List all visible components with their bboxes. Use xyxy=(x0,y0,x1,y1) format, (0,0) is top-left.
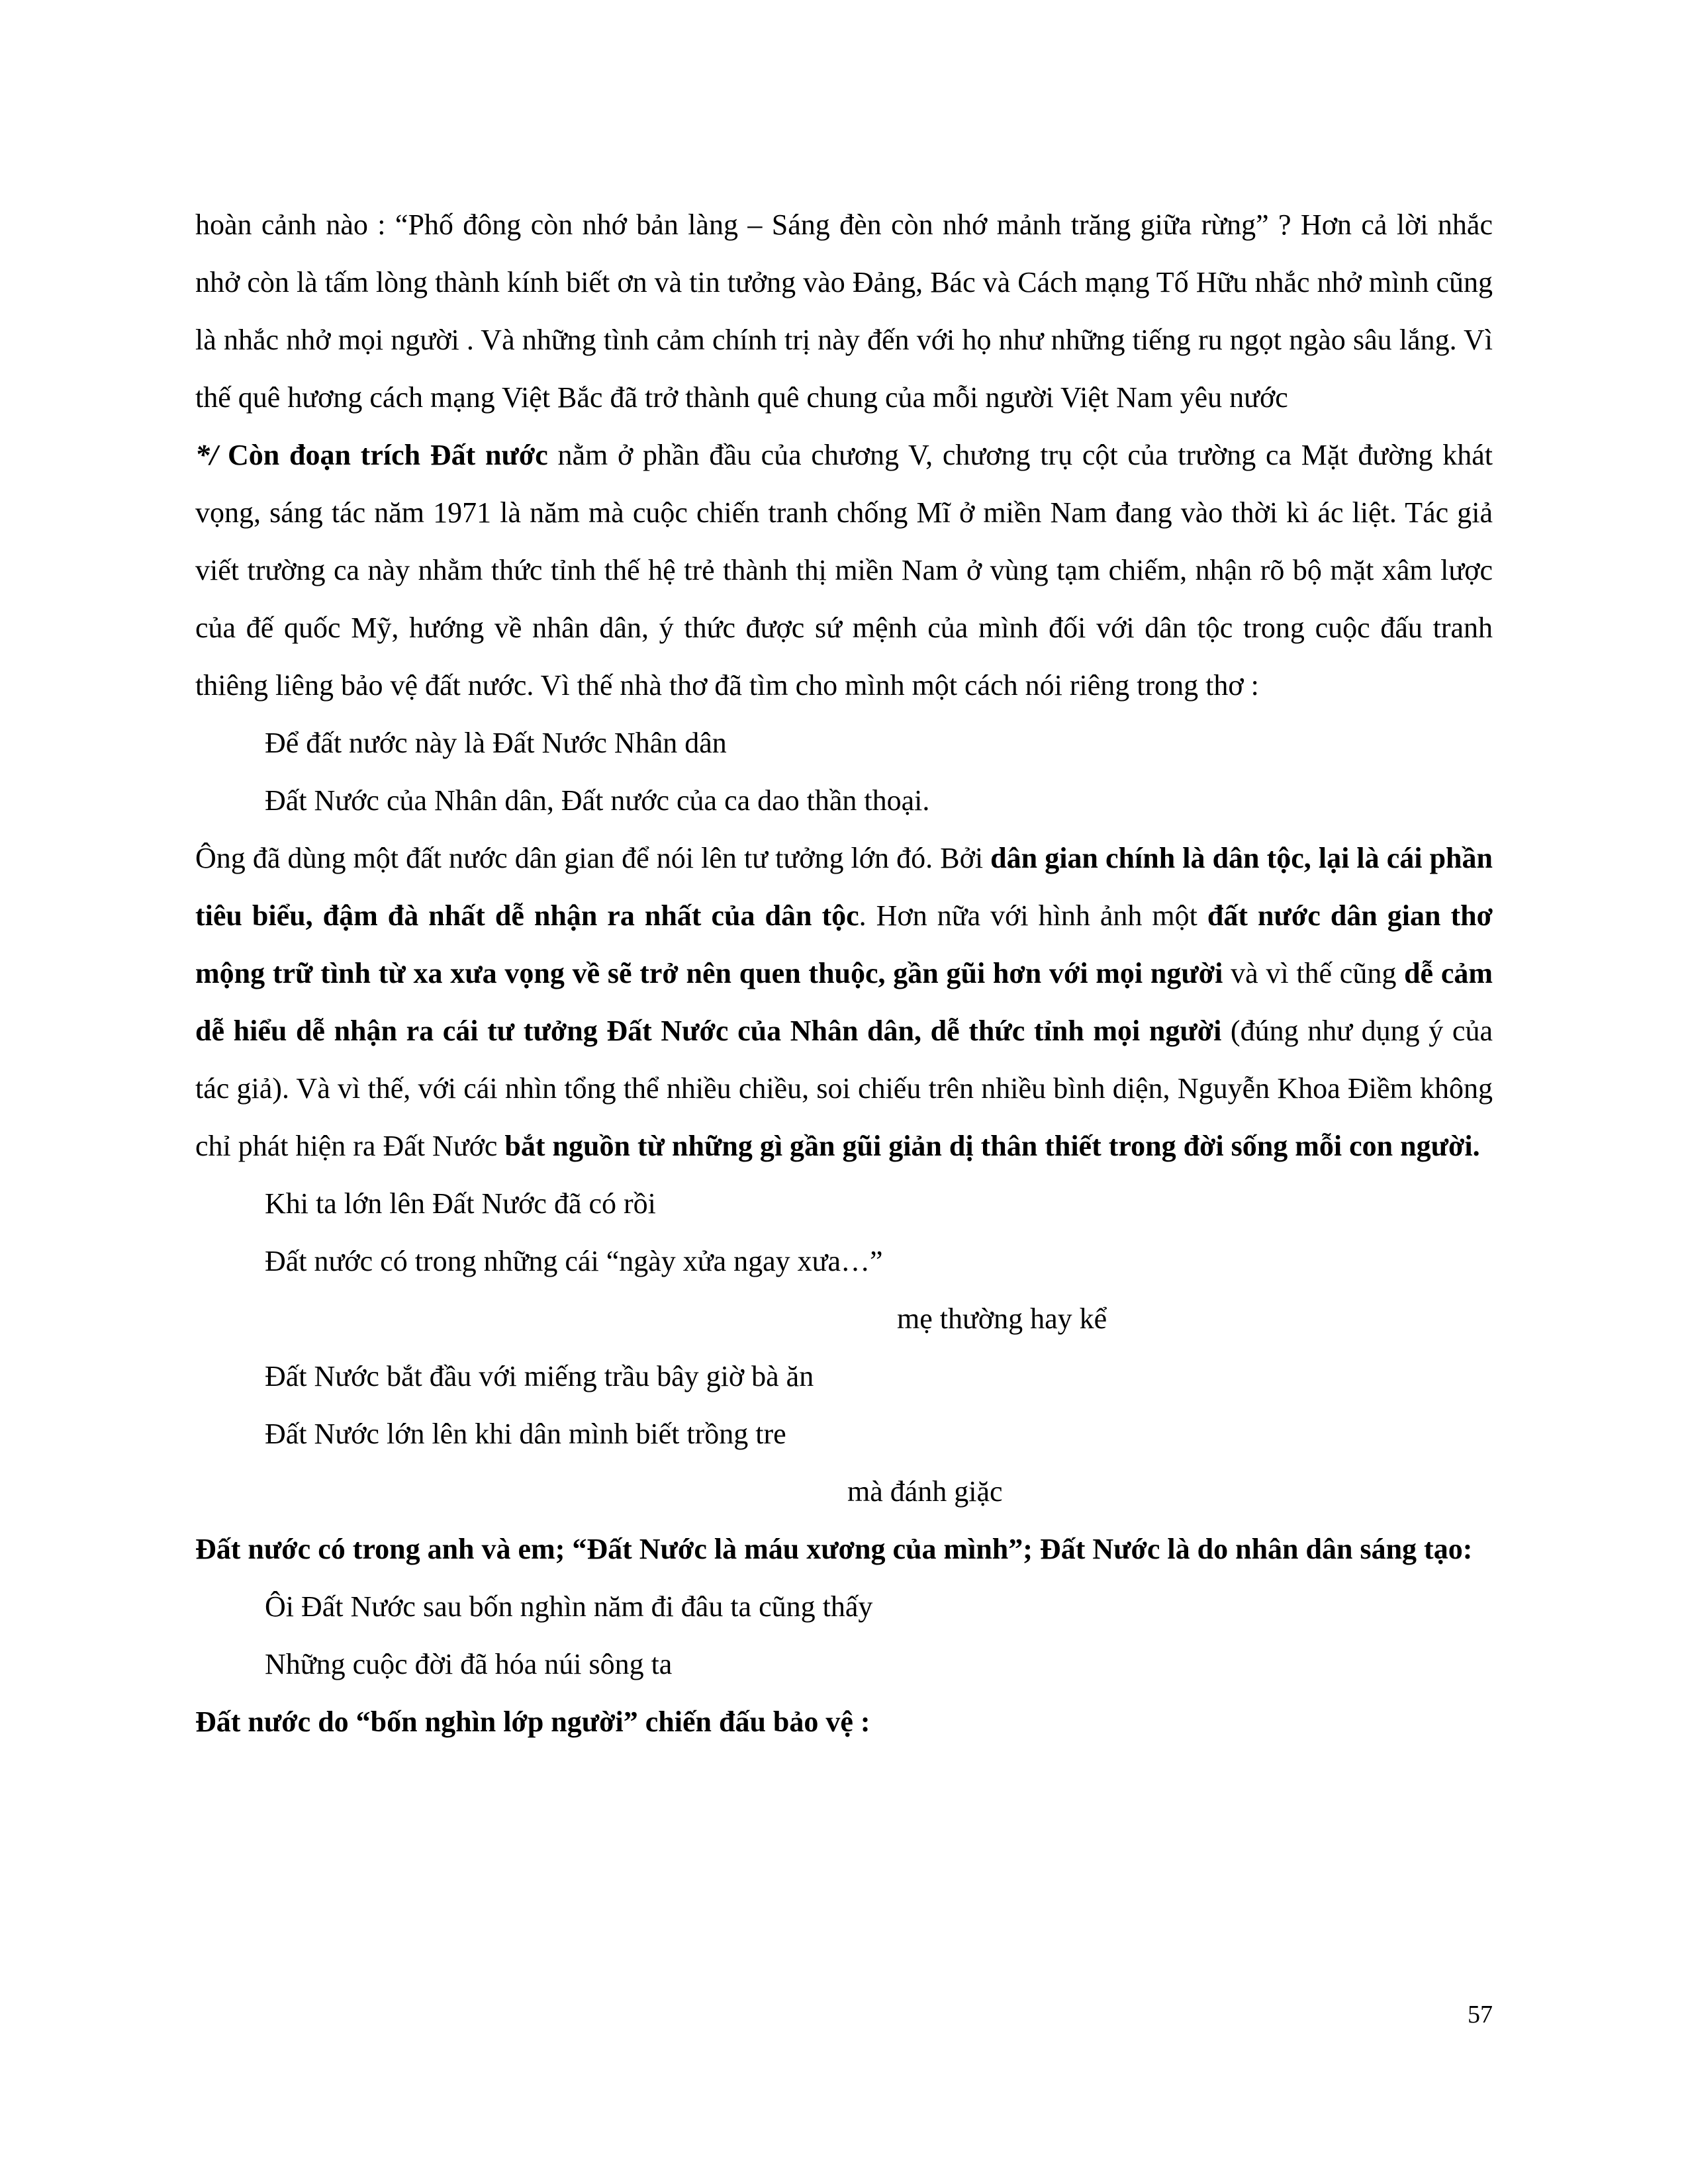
paragraph xyxy=(195,1405,1493,1463)
text-run: . Hơn nữa với hình ảnh một xyxy=(859,899,1207,932)
text-run: dễ cảm dễ hiểu dễ nhận ra cái tư tưởng Đất Nước của Nhân dân, dễ thức tỉnh mọi người xyxy=(195,957,1493,1047)
paragraph xyxy=(195,196,1493,426)
text-run: Còn đoạn trích Đất nước xyxy=(227,439,548,471)
text-run: bắt nguồn từ những gì gần gũi giản dị thân thiết trong đời sống mỗi con người. xyxy=(504,1130,1480,1162)
paragraph xyxy=(195,829,1493,1175)
text-run: Đất Nước bắt đầu với miếng trầu bây giờ bà ăn xyxy=(265,1360,814,1392)
text-run: mẹ thường hay kể xyxy=(897,1302,1107,1335)
text-run: Những cuộc đời đã hóa núi sông ta xyxy=(265,1648,673,1680)
paragraph xyxy=(195,1290,1493,1347)
text-run: Khi ta lớn lên Đất Nước đã có rồi xyxy=(265,1187,656,1220)
text-run: Đất nước có trong những cái “ngày xửa ngay xưa…” xyxy=(265,1245,883,1277)
text-run: Đất nước có trong anh và em; “Đất Nước là máu xương của mình”; Đất Nước là do nhân dân sáng tạo: xyxy=(195,1533,1473,1565)
paragraph xyxy=(195,714,1493,772)
text-run: (đúng như dụng ý của tác giả). Và vì thế, với cái nhìn tổng thể nhiều chiều, soi chiếu trên nhiều bình diện, Nguyễn Khoa Điềm không chỉ phát hiện ra Đất Nước xyxy=(195,1015,1493,1162)
text-run: hoàn cảnh nào : “Phố đông còn nhớ bản làng – Sáng đèn còn nhớ mảnh trăng giữa rừng” ? Hơn cả lời nhắc nhở còn là tấm lòng thành kính biết ơn và tin tưởng vào Đảng, Bác và Cách mạng Tố Hữu nhắc nhở mình cũng là nhắc nhở mọi người . Và những tình cảm chính trị này đến với họ như những tiếng ru ngọt ngào sâu lắng. Vì thế quê hương cách mạng Việt Bắc đã trở thành quê chung của mỗi người Việt Nam yêu nước xyxy=(195,208,1493,414)
text-run: nằm ở phần đầu của chương V, chương trụ cột của trường ca Mặt đường khát vọng, sáng tác năm 1971 là năm mà cuộc chiến tranh chống Mĩ ở miền Nam đang vào thời kì ác liệt. Tác giả viết trường ca này nhằm thức tỉnh thế hệ trẻ thành thị miền Nam ở vùng tạm chiếm, nhận rõ bộ mặt xâm lược của đế quốc Mỹ, hướng về nhân dân, ý thức được sứ mệnh của mình đối với dân tộc trong cuộc đấu tranh thiêng liêng bảo vệ đất nước. Vì thế nhà thơ đã tìm cho mình một cách nói riêng trong thơ : xyxy=(195,439,1493,702)
paragraph xyxy=(195,1463,1493,1520)
paragraph xyxy=(195,1635,1493,1693)
paragraph xyxy=(195,426,1493,714)
text-run: và vì thế cũng xyxy=(1223,957,1405,989)
text-run: */ xyxy=(195,439,228,471)
text-run: Ông đã dùng một đất nước dân gian để nói lên tư tưởng lớn đó. Bởi xyxy=(195,842,991,874)
text-run: Đất nước do “bốn nghìn lớp người” chiến đấu bảo vệ : xyxy=(195,1706,870,1738)
paragraph xyxy=(195,1693,1493,1751)
text-run: Để đất nước này là Đất Nước Nhân dân xyxy=(265,727,727,759)
text-run: Đất Nước lớn lên khi dân mình biết trồng tre xyxy=(265,1418,786,1450)
page-number: 57 xyxy=(1468,2001,1493,2028)
document-body xyxy=(195,196,1493,1751)
paragraph xyxy=(195,1578,1493,1635)
text-run: Đất Nước của Nhân dân, Đất nước của ca dao thần thoại. xyxy=(265,784,930,817)
text-run: Ôi Đất Nước sau bốn nghìn năm đi đâu ta cũng thấy xyxy=(265,1590,873,1623)
paragraph xyxy=(195,1232,1493,1290)
paragraph xyxy=(195,772,1493,829)
paragraph xyxy=(195,1175,1493,1232)
paragraph xyxy=(195,1347,1493,1405)
paragraph xyxy=(195,1520,1493,1578)
text-run: đất nước dân gian thơ mộng trữ tình từ xa xưa vọng về sẽ trở nên quen thuộc, gần gũi hơn với mọi người xyxy=(195,899,1493,989)
text-run: mà đánh giặc xyxy=(847,1475,1003,1508)
text-run: dân gian chính là dân tộc, lại là cái phần tiêu biểu, đậm đà nhất dễ nhận ra nhất của dân tộc xyxy=(195,842,1493,932)
